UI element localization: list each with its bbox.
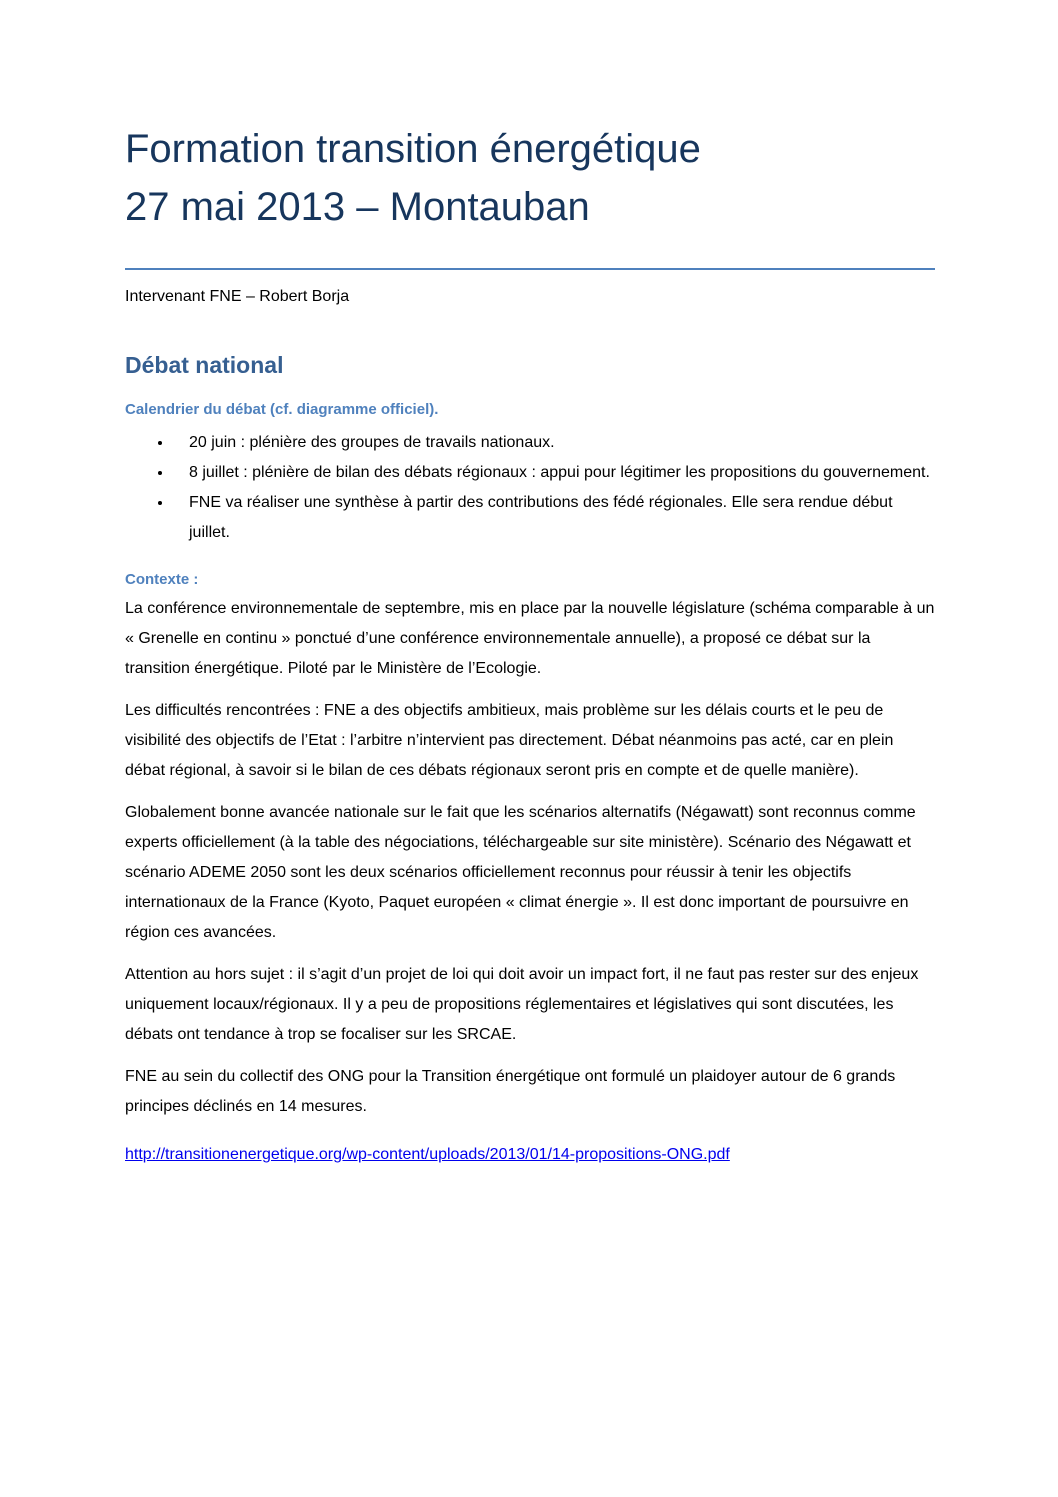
calendar-bullet-list [125, 428, 935, 548]
body-paragraph: Les difficultés rencontrées : FNE a des objectifs ambitieux, mais problème sur les délais courts et le peu de visibilité des objectifs de l’Etat : l’arbitre n’intervient pas directement. Débat néanmoins pas acté, car en plein débat régional, à savoir si le bilan de ces débats régionaux seront pris en compte et de quelle manière). [125, 702, 894, 779]
body-paragraph: Globalement bonne avancée nationale sur le fait que les scénarios alternatifs (Négawatt) sont reconnus comme experts officiellement (à la table des négociations, téléchargeable sur site ministère). Scénario des Négawatt et scénario ADEME 2050 sont les deux scénarios officiellement reconnus pour réussir à tenir les objectifs internationaux de la France (Kyoto, Paquet européen « climat énergie ». Il est donc important de poursuivre en région ces avancées. [125, 804, 916, 941]
document-title [125, 120, 935, 270]
heading-debat-national: Débat national [125, 352, 284, 378]
document-link[interactable]: http://transitionenergetique.org/wp-content/uploads/2013/01/14-propositions-ONG.pdf [125, 1146, 730, 1163]
bullet-item: • 8 juillet : plénière de bilan des débats régionaux : appui pour légitimer les propositions du gouvernement. [173, 458, 935, 488]
bullet-item: • FNE va réaliser une synthèse à partir des contributions des fédé régionales. Elle sera rendue début juillet. [173, 488, 935, 548]
document-title-line-2: 27 mai 2013 – Montauban [125, 185, 590, 229]
link-paragraph [125, 1140, 935, 1170]
body-paragraph: La conférence environnementale de septembre, mis en place par la nouvelle législature (schéma comparable à un « Grenelle en continu » ponctué d’une conférence environnementale annuelle), a proposé ce débat sur la transition énergétique. Piloté par le Ministère de l’Ecologie. [125, 600, 935, 677]
body-paragraph: FNE au sein du collectif des ONG pour la Transition énergétique ont formulé un plaidoyer autour de 6 grands principes déclinés en 14 mesures. [125, 1068, 896, 1115]
body-paragraph: Attention au hors sujet : il s’agit d’un projet de loi qui doit avoir un impact fort, il ne faut pas rester sur des enjeux uniquement locaux/régionaux. Il y a peu de propositions réglementaires et législatives qui sont discutées, les débats ont tendance à trop se focaliser sur les SRCAE. [125, 966, 919, 1043]
bullet-item: • 20 juin : plénière des groupes de travails nationaux. [173, 428, 935, 458]
document-title-line-1: Formation transition énergétique [125, 127, 701, 171]
subheading-contexte: Contexte : [125, 571, 199, 588]
subheading-calendrier: Calendrier du débat (cf. diagramme officiel). [125, 401, 439, 418]
byline: Intervenant FNE – Robert Borja [125, 288, 350, 305]
